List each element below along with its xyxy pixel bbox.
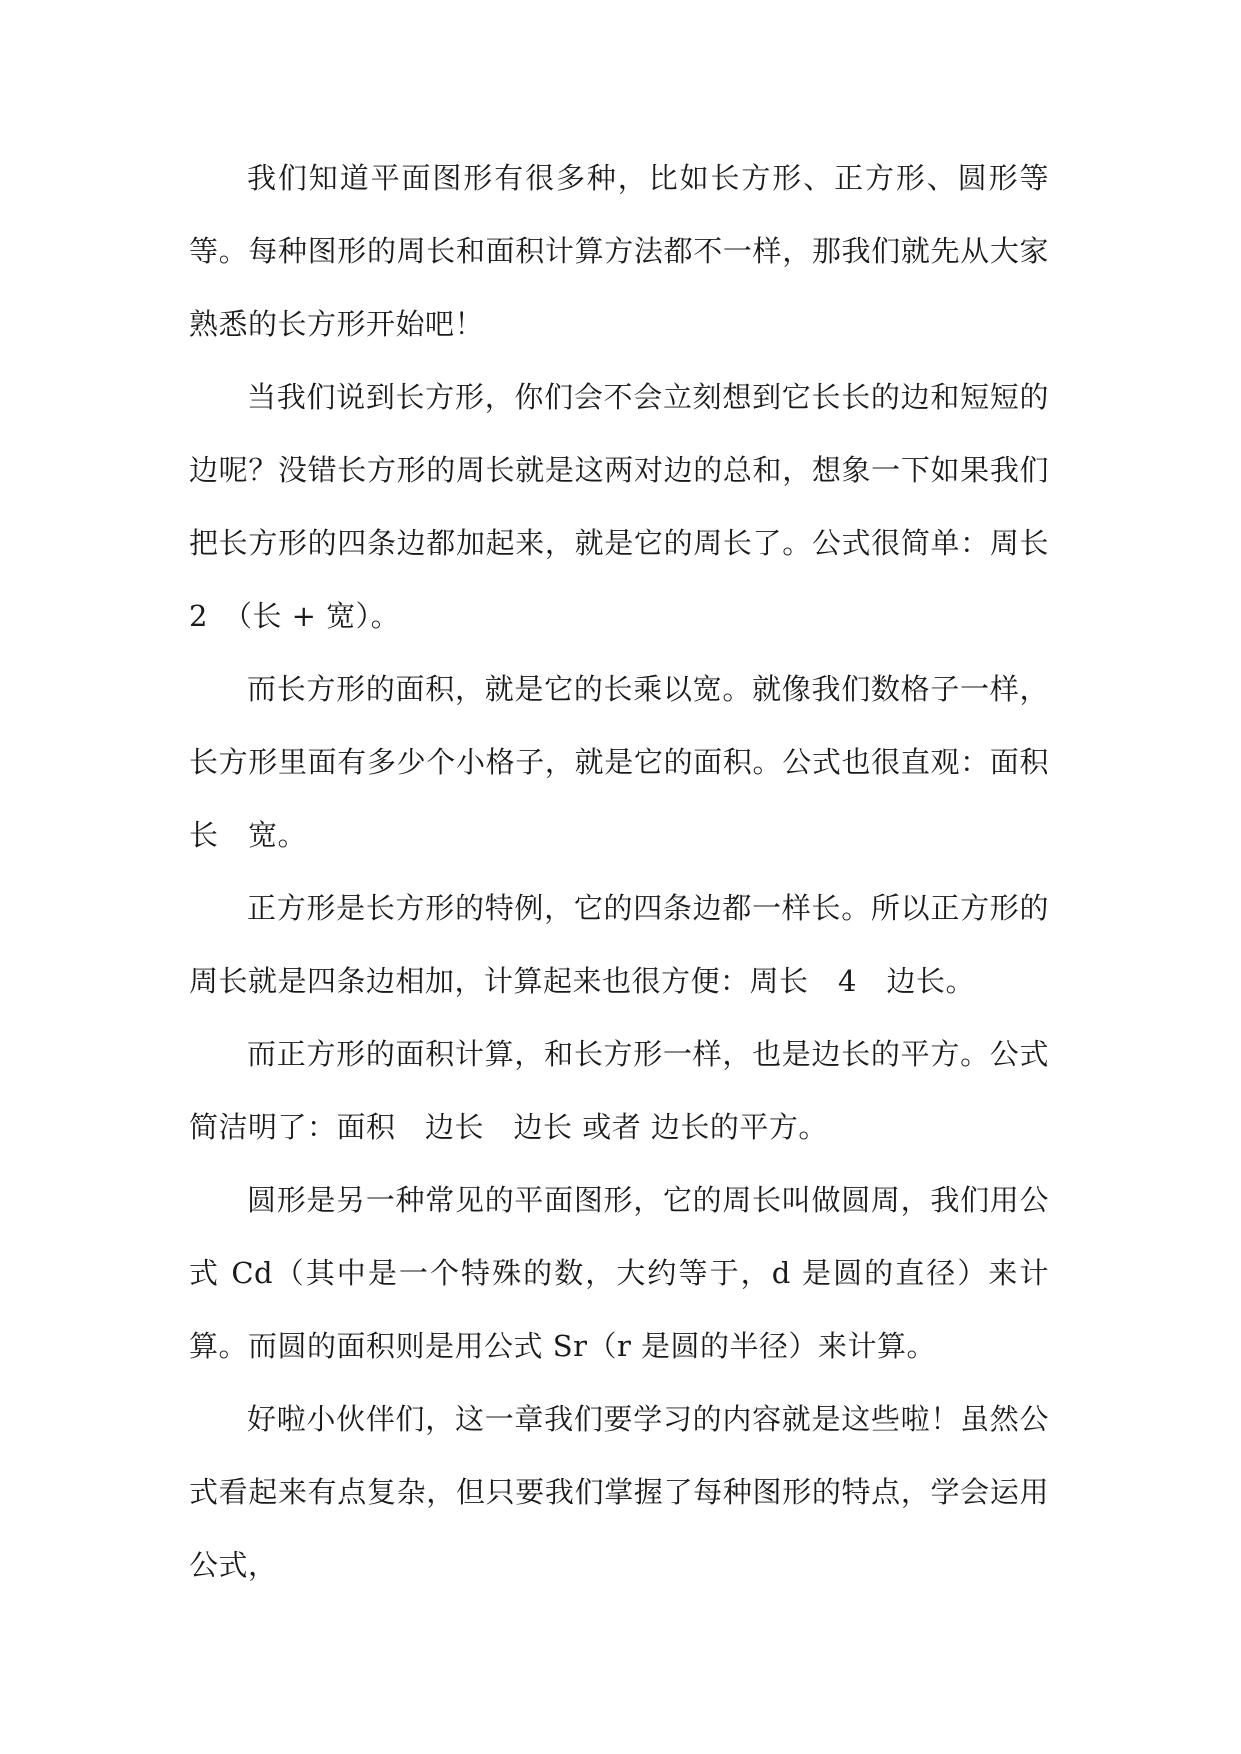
paragraph-4: 正方形是长方形的特例，它的四条边都一样长。所以正方形的周长就是四条边相加，计算起来也很方便：周长 4 边长。 [189, 891, 1049, 998]
paragraph-1: 我们知道平面图形有很多种，比如长方形、正方形、圆形等等。每种图形的周长和面积计算方法都不一样，那我们就先从大家熟悉的长方形开始吧！ [189, 161, 1049, 341]
paragraph-7: 好啦小伙伴们，这一章我们要学习的内容就是这些啦！虽然公式看起来有点复杂，但只要我们掌握了每种图形的特点，学会运用公式， [189, 1402, 1049, 1582]
paragraph-6: 圆形是另一种常见的平面图形，它的周长叫做圆周，我们用公式 Cd（其中是一个特殊的数，大约等于，d 是圆的直径）来计算。而圆的面积则是用公式 Sr（r 是圆的半径）来计算。 [189, 1183, 1049, 1363]
document-body [189, 142, 1079, 1602]
paragraph-5: 而正方形的面积计算，和长方形一样，也是边长的平方。公式简洁明了：面积 边长 边长 或者 边长的平方。 [189, 1037, 1049, 1144]
paragraph-2: 当我们说到长方形，你们会不会立刻想到它长长的边和短短的边呢？没错长方形的周长就是这两对边的总和，想象一下如果我们把长方形的四条边都加起来，就是它的周长了。公式很简单：周长 2 （长 + 宽）。 [189, 380, 1079, 633]
paragraph-3: 而长方形的面积，就是它的长乘以宽。就像我们数格子一样，长方形里面有多少个小格子，就是它的面积。公式也很直观：面积 长 宽。 [189, 672, 1079, 852]
